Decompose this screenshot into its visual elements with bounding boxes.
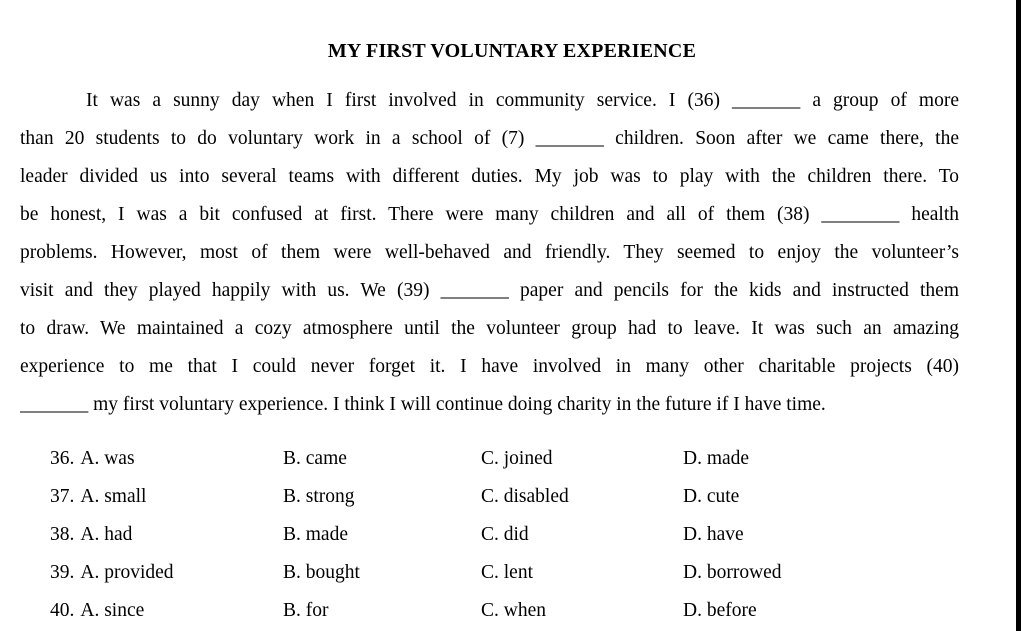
option-c-label: C. joined [481,448,553,469]
question-option-a [50,592,283,630]
passage-line: be honest, I was a bit confused at first. There were many children and all of them (38) ________ health [20,204,959,225]
option-c-label: C. did [481,524,529,545]
option-d-label: D. borrowed [683,562,782,583]
question-option-a [50,478,283,516]
option-b-label: B. bought [283,562,360,583]
passage-line: leader divided us into several teams with different duties. My job was to play with the children there. To [20,166,959,187]
passage-line: than 20 students to do voluntary work in a school of (7) _______ children. Soon after we came there, the [20,128,959,149]
option-d-label: D. before [683,600,757,621]
question-option-c [481,478,683,516]
option-c-label: C. disabled [481,486,569,507]
question-option-c [481,516,683,554]
question-option-d [683,516,1024,554]
question-option-c [481,592,683,630]
question-option-d [683,440,1024,478]
question-row-38 [50,516,1024,554]
option-b-label: B. strong [283,486,355,507]
option-d-label: D. cute [683,486,740,507]
option-c-label: C. lent [481,562,533,583]
question-row-36 [50,440,1024,478]
question-option-c [481,440,683,478]
option-a-label: A. was [80,448,135,469]
passage-line: visit and they played happily with us. We (39) _______ paper and pencils for the kids and instructed them [20,280,959,301]
question-option-d [683,592,1024,630]
question-option-d [683,554,1024,592]
questions-list [0,440,1024,630]
passage-line: It was a sunny day when I first involved in community service. I (36) _______ a group of more [86,90,959,111]
option-a-label: A. provided [80,562,174,583]
question-option-b [283,592,481,630]
page-edge-divider [1016,0,1021,631]
question-option-b [283,516,481,554]
passage-line: experience to me that I could never forget it. I have involved in many other charitable projects (40) [20,356,959,377]
question-row-40 [50,592,1024,630]
page-title: MY FIRST VOLUNTARY EXPERIENCE [327,40,697,62]
option-c-label: C. when [481,600,546,621]
option-d-label: D. have [683,524,744,545]
option-b-label: B. for [283,600,329,621]
option-a-label: A. since [80,600,145,621]
question-number: 39. [50,562,75,583]
question-number: 40. [50,600,75,621]
question-option-b [283,440,481,478]
question-option-c [481,554,683,592]
question-option-a [50,516,283,554]
question-number: 37. [50,486,75,507]
question-option-a [50,554,283,592]
option-a-label: A. small [80,486,147,507]
passage-line: to draw. We maintained a cozy atmosphere until the volunteer group had to leave. It was such an amazing [20,318,959,339]
passage [20,82,959,424]
question-option-a [50,440,283,478]
question-option-b [283,478,481,516]
option-b-label: B. came [283,448,347,469]
question-option-b [283,554,481,592]
option-a-label: A. had [80,524,133,545]
option-b-label: B. made [283,524,348,545]
question-row-37 [50,478,1024,516]
question-option-d [683,478,1024,516]
question-number: 38. [50,524,75,545]
question-row-39 [50,554,1024,592]
passage-line: problems. However, most of them were well-behaved and friendly. They seemed to enjoy the volunteer’s [20,242,959,263]
option-d-label: D. made [683,448,750,469]
passage-line: _______ my first voluntary experience. I think I will continue doing charity in the future if I have time. [20,394,826,415]
question-number: 36. [50,448,75,469]
